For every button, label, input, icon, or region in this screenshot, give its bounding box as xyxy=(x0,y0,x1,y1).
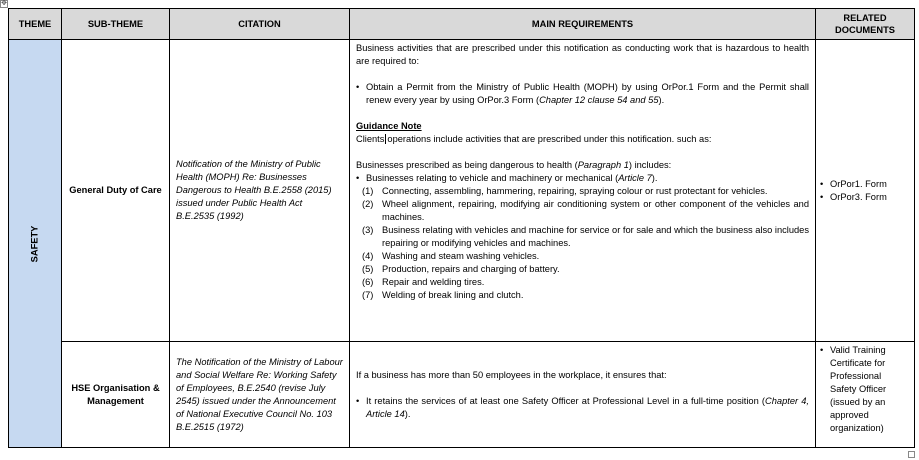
sub-theme-text: HSE Organisation & Management xyxy=(71,382,160,406)
citation-text: Notification of the Ministry of Public Health (MOPH) Re: Businesses Dangerous to Health B.E.2558 (2015) issued under Public Health Act B.E.2535 (1992) xyxy=(176,159,332,221)
sub-theme-cell xyxy=(62,40,170,342)
bullet-reference: Chapter 4, Article 14 xyxy=(366,395,809,419)
numbered-item xyxy=(356,224,809,250)
bullet-icon: • xyxy=(820,345,824,355)
bullet-tail: ). xyxy=(658,95,665,105)
item-number: (4) xyxy=(362,251,374,261)
guidance-text-b: operations include activities that are prescribed under this notification. such as: xyxy=(387,134,712,144)
table-row xyxy=(9,40,915,342)
prescribed-reference: Paragraph 1 xyxy=(577,160,629,170)
related-documents-cell xyxy=(816,40,915,342)
numbered-item xyxy=(356,185,809,198)
document-name: Valid Training Certificate for Professional Safety Officer (issued by an approved organization) xyxy=(830,345,887,433)
intro-text: Business activities that are prescribed under this notification as conducting work that is hazardous to health are required to: xyxy=(356,43,809,66)
guidance-heading: Guidance Note xyxy=(356,121,422,131)
list-item xyxy=(820,178,910,191)
prescribed-lead: Businesses prescribed as being dangerous to health ( xyxy=(356,160,578,170)
item-text: Washing and steam washing vehicles. xyxy=(382,251,540,261)
header-main-requirements: MAIN REQUIREMENTS xyxy=(350,9,816,40)
item-number: (2) xyxy=(362,199,374,209)
bullet-icon: • xyxy=(820,178,824,189)
citation-text: The Notification of the Ministry of Labour and Social Welfare Re: Working Safety of Employees, B.E.2540 (revise July 2545) issued under the Announcement of National Executive Council No. 103 B.E.2515 (1972) xyxy=(176,356,343,432)
citation-cell xyxy=(170,342,350,448)
table-row xyxy=(9,342,915,448)
item-text: Wheel alignment, repairing, modifying air conditioning system or other component of the vehicles and machines. xyxy=(382,199,809,222)
item-number: (6) xyxy=(362,277,374,287)
related-documents-cell xyxy=(816,342,915,448)
bullet-text: Obtain a Permit from the Ministry of Public Health (MOPH) by using OrPor.1 Form and the Permit shall renew every year by using OrPor.3 Form ( xyxy=(366,82,809,105)
item-number: (1) xyxy=(362,186,374,196)
header-sub-theme: SUB-THEME xyxy=(62,9,170,40)
list-item xyxy=(820,344,910,435)
list-item xyxy=(820,191,910,204)
numbered-item xyxy=(356,263,809,276)
guidance-text[interactable] xyxy=(356,133,809,146)
vehicle-reference: Article 7 xyxy=(618,173,652,183)
bullet-icon: • xyxy=(356,82,360,92)
item-text: Production, repairs and charging of battery. xyxy=(382,264,560,274)
bullet-tail: ). xyxy=(404,408,411,419)
item-text: Welding of break lining and clutch. xyxy=(382,290,524,300)
item-number: (5) xyxy=(362,264,374,274)
header-related-documents: RELATED DOCUMENTS xyxy=(816,9,915,40)
document-name: OrPor3. Form xyxy=(830,191,887,202)
theme-label: SAFETY xyxy=(29,225,40,262)
prescribed-tail: ) includes: xyxy=(628,160,672,170)
numbered-item xyxy=(356,250,809,263)
item-number: (7) xyxy=(362,290,374,300)
main-requirements-cell xyxy=(350,40,816,342)
numbered-item xyxy=(356,276,809,289)
bullet-text: It retains the services of at least one Safety Officer at Professional Level in a full-time position ( xyxy=(366,395,766,406)
prescribed-text xyxy=(356,159,809,172)
item-text: Business relating with vehicles and machine for service or for sale and which the business also includes repairing or modifying vehicles and machines. xyxy=(382,225,809,248)
item-number: (3) xyxy=(362,225,374,235)
document-name: OrPor1. Form xyxy=(830,178,887,189)
header-citation: CITATION xyxy=(170,9,350,40)
table-resize-handle-icon[interactable] xyxy=(908,451,915,458)
bullet-icon: • xyxy=(820,191,824,202)
header-theme: THEME xyxy=(9,9,62,40)
item-text: Connecting, assembling, hammering, repairing, spraying colour or rust protectant for vehicles. xyxy=(382,186,768,196)
header-row xyxy=(9,9,915,40)
requirements-table xyxy=(8,8,915,448)
main-requirements-cell xyxy=(350,342,816,448)
item-text: Repair and welding tires. xyxy=(382,277,485,287)
guidance-text-a: Clients xyxy=(356,134,385,144)
sub-theme-text: General Duty of Care xyxy=(69,185,162,195)
citation-cell xyxy=(170,40,350,342)
list-item xyxy=(356,81,809,107)
bullet-icon: • xyxy=(356,395,360,406)
numbered-item xyxy=(356,289,809,302)
intro-text: If a business has more than 50 employees in the workplace, it ensures that: xyxy=(356,369,667,380)
bullet-icon: • xyxy=(356,173,360,183)
list-item xyxy=(356,395,809,421)
vehicle-tail: ). xyxy=(651,173,658,183)
vehicle-text: Businesses relating to vehicle and machinery or mechanical ( xyxy=(366,173,619,183)
bullet-reference: Chapter 12 clause 54 and 55 xyxy=(539,95,659,105)
list-item xyxy=(356,172,809,185)
numbered-item xyxy=(356,198,809,224)
theme-cell xyxy=(9,40,62,448)
sub-theme-cell xyxy=(62,342,170,448)
table-move-handle-icon[interactable]: ✥ xyxy=(1,0,7,7)
